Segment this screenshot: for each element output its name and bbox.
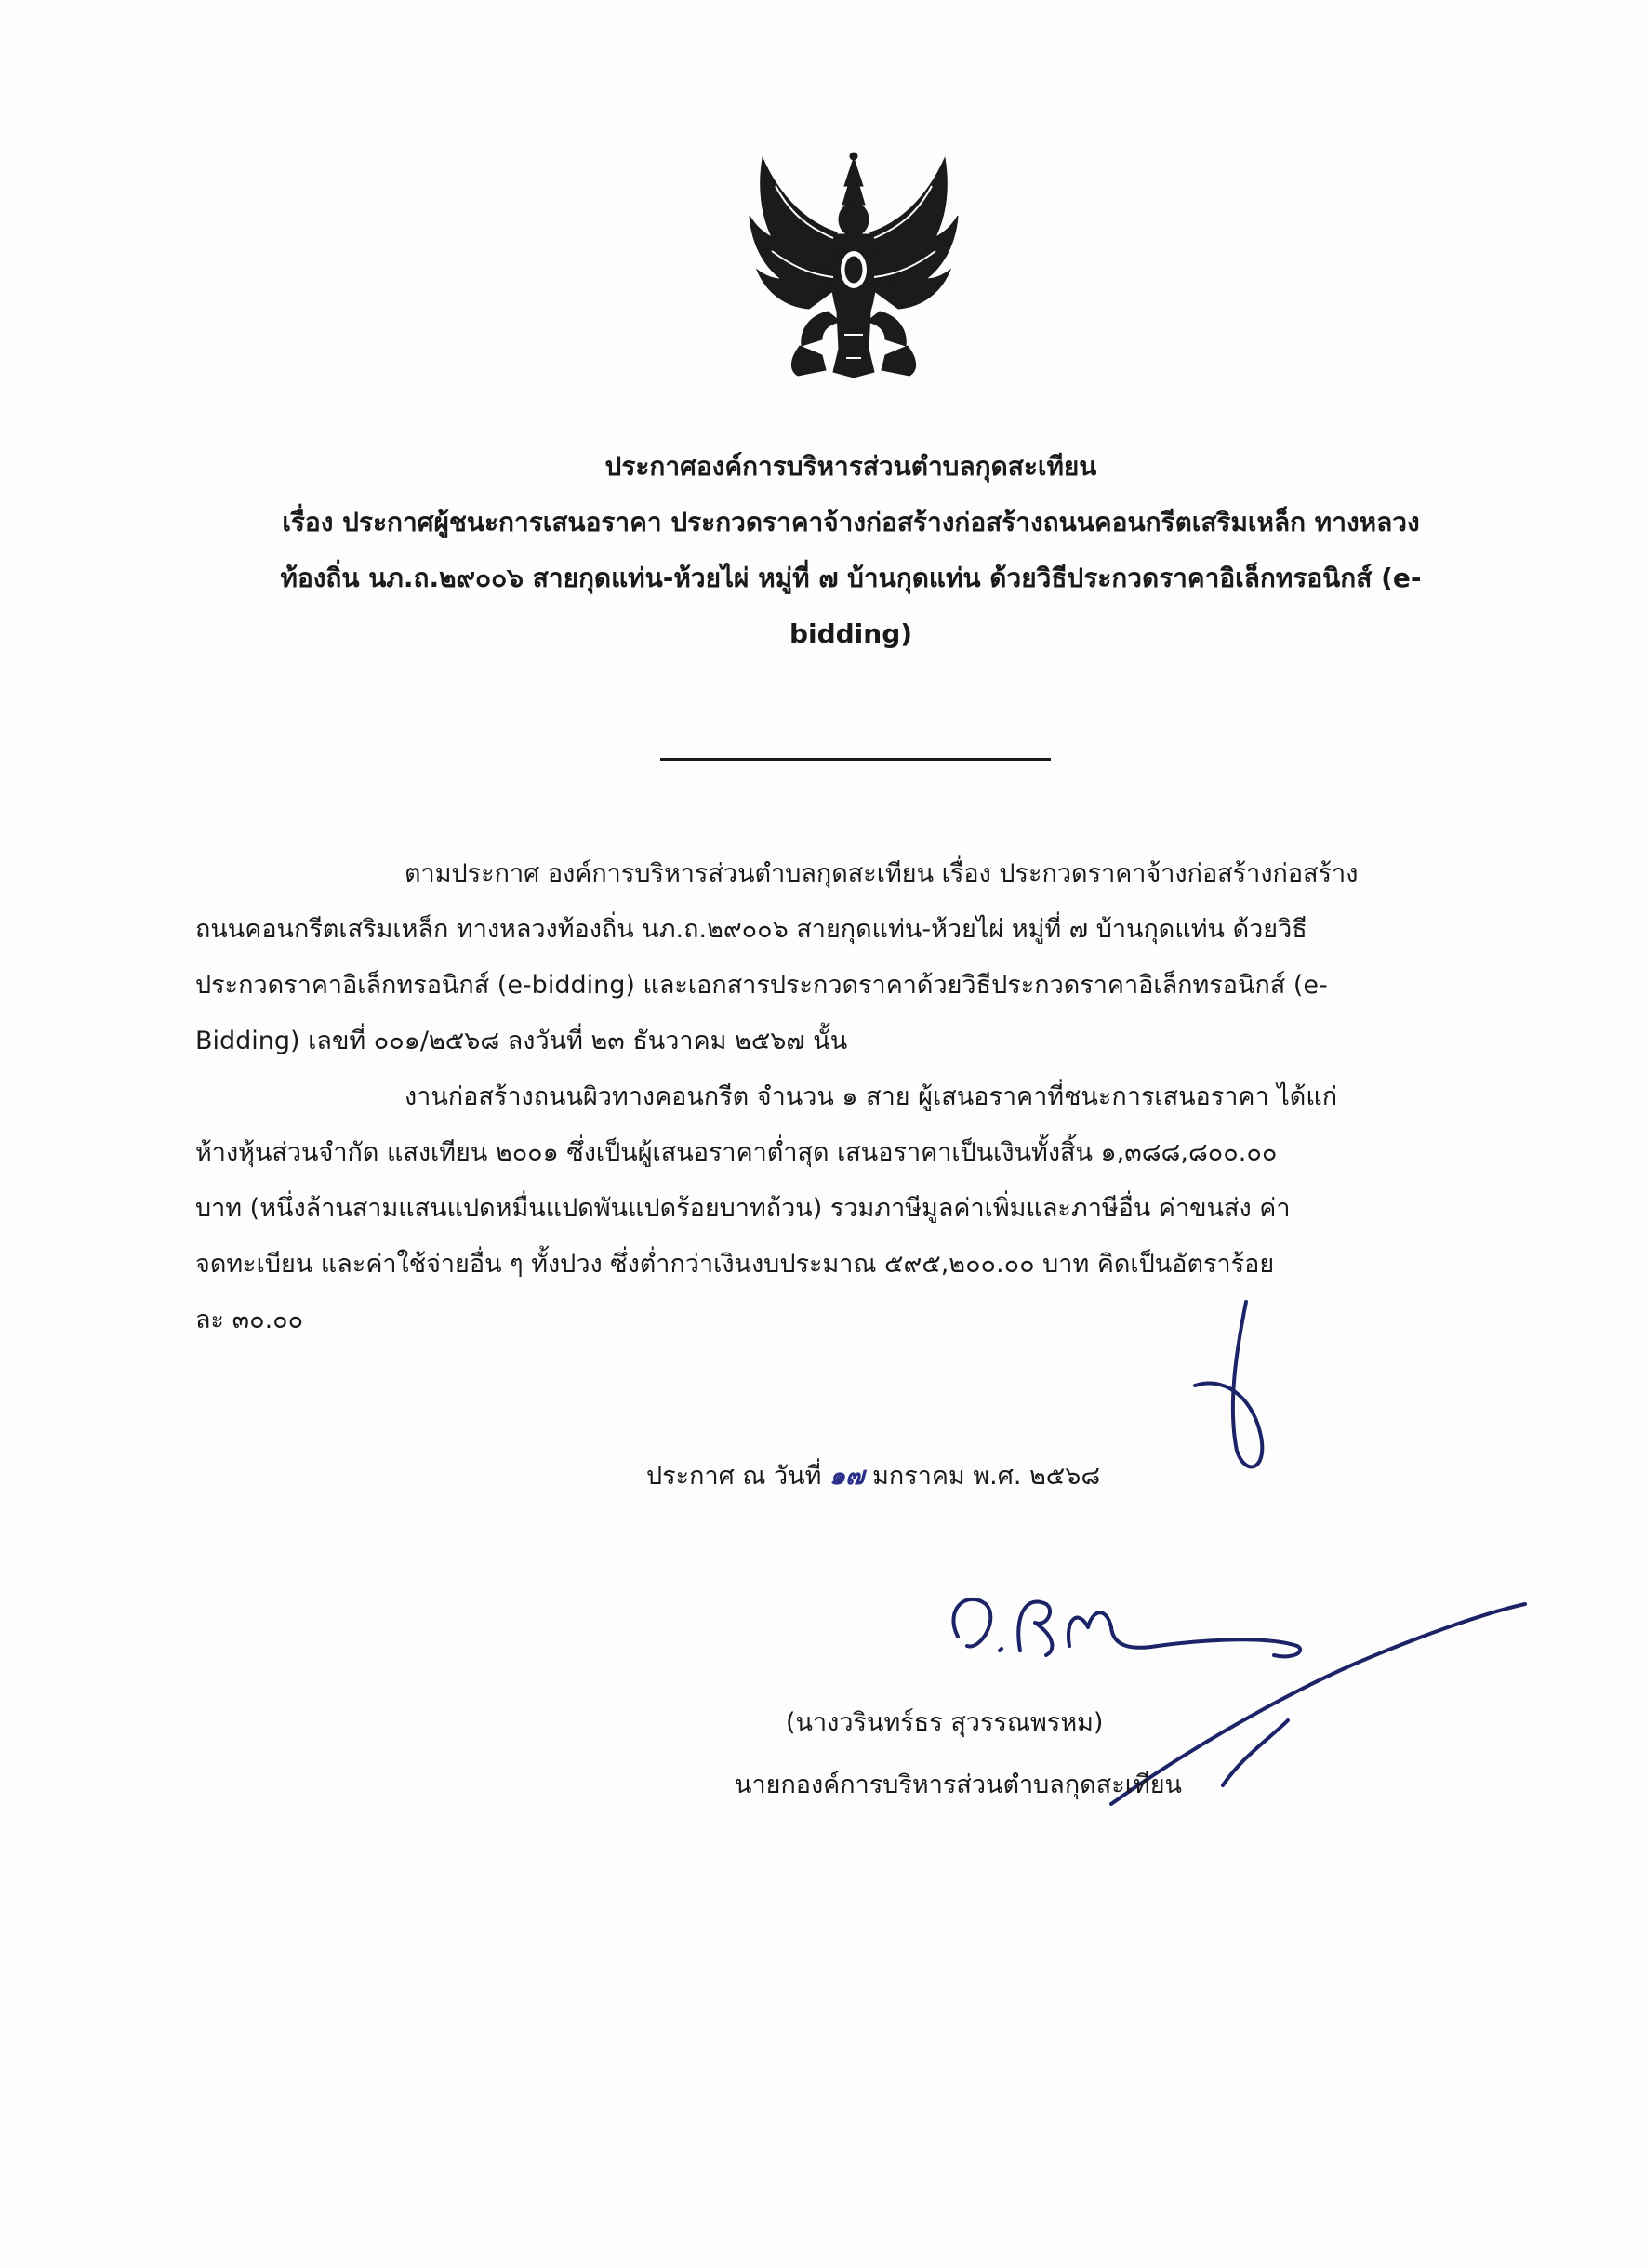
signer-name: (นางวรินทร์ธร สุวรรณพรหม) xyxy=(786,1708,1104,1737)
title-organization: ประกาศองค์การบริหารส่วนตำบลกุดสะเทียน xyxy=(604,451,1097,482)
paragraph-2-line: จดทะเบียน และค่าใช้จ่ายอื่น ๆ ทั้งปวง ซึ่งต่ำกว่าเงินงบประมาณ ๕๙๕,๒๐๐.๐๐ บาท คิดเป็นอัตราร้อย xyxy=(195,1250,1275,1279)
paragraph-2-line: ละ ๓๐.๐๐ xyxy=(195,1306,304,1334)
paragraph-2-line: ห้างหุ้นส่วนจำกัด แสงเทียน ๒๐๐๑ ซึ่งเป็นผู้เสนอราคาต่ำสุด เสนอราคาเป็นเงินทั้งสิ้น ๑,๓๘๘,๘๐๐.๐๐ xyxy=(195,1138,1278,1167)
title-subject: เรื่อง ประกาศผู้ชนะการเสนอราคา ประกวดราคาจ้างก่อสร้างก่อสร้างถนนคอนกรีตเสริมเหล็ก ทางหลวง xyxy=(282,507,1420,537)
paragraph-1-line: ประกวดราคาอิเล็กทรอนิกส์ (e-bidding) และเอกสารประกวดราคาด้วยวิธีประกวดราคาอิเล็กทรอนิกส์ (e- xyxy=(195,971,1328,1000)
paragraph-1-line: ตามประกาศ องค์การบริหารส่วนตำบลกุดสะเทียน เรื่อง ประกวดราคาจ้างก่อสร้างก่อสร้าง xyxy=(405,859,1359,888)
signer-title: นายกองค์การบริหารส่วนตำบลกุดสะเทียน xyxy=(735,1771,1183,1799)
date-day-handwritten: ๑๗ xyxy=(829,1462,865,1491)
paragraph-1-line: ถนนคอนกรีตเสริมเหล็ก ทางหลวงท้องถิ่น นภ.ถ.๒๙๐๐๖ สายกุดแท่น-ห้วยไผ่ หมู่ที่ ๗ บ้านกุดแท่น ด้วยวิธี xyxy=(195,915,1307,944)
announcement-title xyxy=(186,439,1516,662)
garuda-emblem-icon xyxy=(744,149,963,381)
title-subject-end: bidding) xyxy=(789,618,913,649)
paragraph-2-line: บาท (หนึ่งล้านสามแสนแปดหมื่นแปดพันแปดร้อยบาทถ้วน) รวมภาษีมูลค่าเพิ่มและภาษีอื่น ค่าขนส่ง ค่า xyxy=(195,1194,1291,1223)
paragraph-1-line: Bidding) เลขที่ ๐๐๑/๒๕๖๘ ลงวันที่ ๒๓ ธันวาคม ๒๕๖๗ นั้น xyxy=(195,1027,848,1055)
title-divider xyxy=(660,758,1051,761)
paragraph-2-line: งานก่อสร้างถนนผิวทางคอนกรีต จำนวน ๑ สาย ผู้เสนอราคาที่ชนะการเสนอราคา ได้แก่ xyxy=(405,1082,1338,1111)
date-month-year: มกราคม พ.ศ. ๒๕๖๘ xyxy=(872,1462,1101,1491)
title-subject-cont: ท้องถิ่น นภ.ถ.๒๙๐๐๖ สายกุดแท่น-ห้วยไผ่ หมู่ที่ ๗ บ้านกุดแท่น ด้วยวิธีประกวดราคาอิเล็กทรอนิกส์ (e- xyxy=(280,563,1422,593)
date-prefix: ประกาศ ณ วันที่ xyxy=(646,1462,822,1491)
